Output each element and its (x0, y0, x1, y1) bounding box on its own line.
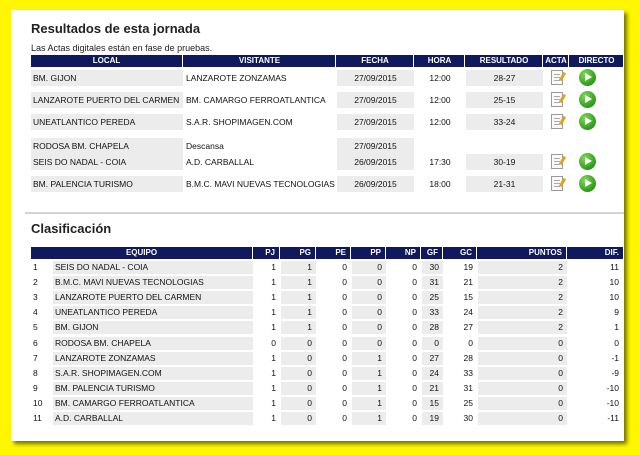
result-local: LANZAROTE PUERTO DEL CARMEN (31, 92, 183, 108)
standings-pp: 1 (352, 382, 386, 395)
acta-icon[interactable] (551, 92, 563, 107)
result-resultado: 21-31 (466, 176, 543, 192)
result-row (31, 89, 623, 111)
acta-icon[interactable] (551, 70, 563, 85)
standings-np: 0 (412, 337, 417, 348)
content-panel (11, 10, 624, 441)
standings-pp: 0 (352, 291, 386, 304)
standings-dif: 10 (609, 277, 619, 288)
standings-gc: 30 (463, 413, 473, 423)
standings-puntos: 2 (478, 261, 567, 274)
standings-gc: 27 (463, 322, 473, 333)
standings-pp: 0 (352, 306, 386, 319)
standings-pp: 0 (352, 261, 386, 274)
standings-puntos: 0 (478, 412, 567, 425)
standings-pg: 0 (281, 352, 316, 365)
results-header (31, 55, 623, 67)
header-gf: GF (422, 247, 443, 259)
standings-pg: 1 (281, 261, 316, 274)
standings-pos: 3 (33, 292, 38, 303)
standings-equipo: BM. CAMARGO FERROATLANTICA (53, 397, 253, 410)
standings-equipo: B.M.C. MAVI NUEVAS TECNOLOGIAS (53, 276, 253, 289)
play-icon[interactable] (579, 69, 596, 86)
standings-np: 0 (412, 397, 417, 408)
standings-equipo: BM. GIJON (53, 321, 253, 334)
standings-dif: -10 (606, 382, 619, 393)
standings-pp: 1 (352, 367, 386, 380)
standings-pe: 0 (342, 307, 347, 318)
standings-pos: 9 (33, 382, 38, 393)
header-dif: DIF. (604, 248, 619, 257)
standings-pp: 1 (352, 397, 386, 410)
result-hora: 12:00 (429, 117, 451, 127)
standings-pp: 1 (352, 412, 386, 425)
standings-pos: 4 (33, 307, 38, 318)
result-visitante: LANZAROTE ZONZAMAS (186, 73, 287, 83)
standings-pos: 10 (33, 397, 43, 408)
result-hora: 18:00 (429, 179, 451, 189)
standings-gf: 27 (422, 352, 443, 365)
standings-pg: 1 (281, 291, 316, 304)
standings-pos: 8 (33, 367, 38, 378)
result-fecha: 27/09/2015 (337, 92, 414, 108)
standings-gc: 31 (463, 382, 473, 393)
play-icon[interactable] (579, 153, 596, 170)
result-local: UNEATLANTICO PEREDA (31, 114, 183, 130)
standings-row (31, 396, 623, 411)
standings-equipo: UNEATLANTICO PEREDA (53, 306, 253, 319)
standings-puntos: 0 (478, 397, 567, 410)
standings-gf: 21 (422, 382, 443, 395)
standings-row (31, 381, 623, 396)
standings-np: 0 (412, 292, 417, 303)
play-icon[interactable] (579, 175, 596, 192)
header-puntos: PUNTOS (478, 247, 567, 259)
standings-puntos: 0 (478, 352, 567, 365)
result-row (31, 151, 623, 173)
standings-np: 0 (412, 382, 417, 393)
result-hora: 12:00 (429, 95, 451, 105)
standings-pj: 1 (271, 322, 276, 333)
play-icon[interactable] (579, 113, 596, 130)
header-fecha: FECHA (337, 55, 414, 67)
section-divider (25, 212, 624, 214)
standings-pj: 1 (271, 262, 276, 272)
standings-dif: -9 (611, 367, 619, 378)
standings-np: 0 (412, 322, 417, 333)
result-hora: 17:30 (429, 157, 451, 167)
results-note: Las Actas digitales están en fase de pruebas. (31, 43, 213, 53)
standings-pe: 0 (342, 262, 347, 272)
standings-row (31, 366, 623, 381)
standings-pj: 0 (271, 337, 276, 348)
standings-row (31, 260, 623, 275)
result-fecha: 27/09/2015 (337, 114, 414, 130)
standings-pj: 1 (271, 292, 276, 303)
standings-pg: 0 (281, 412, 316, 425)
standings-dif: -1 (611, 352, 619, 363)
result-row (31, 173, 623, 195)
standings-title: Clasificación (31, 221, 112, 236)
result-visitante: S.A.R. SHOPIMAGEN.COM (186, 117, 293, 127)
standings-pe: 0 (342, 352, 347, 363)
result-row (31, 67, 623, 89)
standings-pos: 1 (33, 262, 38, 272)
standings-pe: 0 (342, 397, 347, 408)
standings-puntos: 0 (478, 367, 567, 380)
standings-gc: 28 (463, 352, 473, 363)
standings-pe: 0 (342, 292, 347, 303)
standings-pg: 1 (281, 306, 316, 319)
standings-pg: 0 (281, 382, 316, 395)
header-pp: PP (352, 247, 386, 259)
standings-pg: 1 (281, 276, 316, 289)
play-icon[interactable] (579, 91, 596, 108)
header-equipo: EQUIPO (31, 247, 253, 259)
standings-np: 0 (412, 277, 417, 288)
standings-pj: 1 (271, 397, 276, 408)
standings-gf: 0 (422, 337, 443, 350)
standings-equipo: LANZAROTE PUERTO DEL CARMEN (53, 291, 253, 304)
result-row (31, 111, 623, 133)
standings-pg: 0 (281, 367, 316, 380)
standings-gc: 0 (468, 337, 473, 348)
standings-gf: 31 (422, 276, 443, 289)
standings-pe: 0 (342, 322, 347, 333)
standings-pp: 0 (352, 321, 386, 334)
header-pj: PJ (254, 247, 280, 259)
standings-pos: 7 (33, 352, 38, 363)
standings-equipo: LANZAROTE ZONZAMAS (53, 352, 253, 365)
standings-row (31, 275, 623, 290)
standings-dif: 10 (609, 292, 619, 303)
result-fecha: 26/09/2015 (337, 154, 414, 170)
standings-row (31, 336, 623, 351)
standings-np: 0 (412, 367, 417, 378)
standings-pg: 0 (281, 397, 316, 410)
standings-gc: 19 (463, 262, 473, 272)
result-fecha: 27/09/2015 (337, 138, 414, 154)
standings-pos: 6 (33, 337, 38, 348)
standings-pp: 0 (352, 276, 386, 289)
standings-pe: 0 (342, 382, 347, 393)
standings-pp: 1 (352, 352, 386, 365)
standings-pe: 0 (342, 277, 347, 288)
standings-row (31, 305, 623, 320)
standings-pj: 1 (271, 352, 276, 363)
header-pe: PE (317, 247, 351, 259)
header-local: LOCAL (31, 55, 183, 67)
standings-puntos: 2 (478, 276, 567, 289)
standings-puntos: 2 (478, 306, 567, 319)
standings-gc: 24 (463, 307, 473, 318)
standings-dif: 1 (614, 322, 619, 333)
result-fecha: 27/09/2015 (337, 70, 414, 86)
standings-pos: 2 (33, 277, 38, 288)
standings-np: 0 (412, 352, 417, 363)
standings-gf: 30 (422, 261, 443, 274)
standings-dif: 0 (614, 337, 619, 348)
standings-row (31, 320, 623, 335)
standings-np: 0 (412, 307, 417, 318)
standings-pj: 1 (271, 367, 276, 378)
header-visitante: VISITANTE (184, 55, 336, 67)
standings-pj: 1 (271, 307, 276, 318)
standings-dif: -10 (606, 397, 619, 408)
result-visitante: Descansa (186, 141, 224, 151)
acta-icon[interactable] (551, 114, 563, 129)
result-local: BM. PALENCIA TURISMO (31, 176, 183, 192)
standings-pj: 1 (271, 277, 276, 288)
result-visitante: B.M.C. MAVI NUEVAS TECNOLOGIAS (186, 179, 335, 189)
standings-equipo: BM. PALENCIA TURISMO (53, 382, 253, 395)
standings-pg: 0 (281, 337, 316, 350)
result-visitante: A.D. CARBALLAL (186, 157, 255, 167)
standings-np: 0 (412, 262, 417, 272)
standings-dif: -11 (607, 413, 619, 423)
standings-equipo: RODOSA BM. CHAPELA (53, 337, 253, 350)
results-title: Resultados de esta jornada (31, 21, 201, 36)
acta-icon[interactable] (551, 176, 563, 191)
standings-np: 0 (412, 413, 417, 423)
standings-pos: 5 (33, 322, 38, 333)
result-fecha: 26/09/2015 (337, 176, 414, 192)
header-directo: DIRECTO (578, 56, 615, 65)
standings-dif: 9 (614, 307, 619, 318)
standings-gc: 21 (463, 277, 473, 288)
standings-gf: 25 (422, 291, 443, 304)
standings-puntos: 2 (478, 321, 567, 334)
standings-row (31, 351, 623, 366)
header-resultado: RESULTADO (466, 55, 543, 67)
standings-pj: 1 (271, 413, 276, 423)
result-resultado: 33-24 (466, 114, 543, 130)
header-np: NP (387, 247, 421, 259)
result-resultado: 30-19 (466, 154, 543, 170)
result-resultado: 25-15 (466, 92, 543, 108)
standings-puntos: 0 (478, 382, 567, 395)
header-pg: PG (281, 247, 316, 259)
standings-pe: 0 (342, 367, 347, 378)
standings-pos: 11 (33, 413, 42, 423)
standings-header (31, 247, 623, 259)
standings-gc: 25 (463, 397, 473, 408)
standings-equipo: S.A.R. SHOPIMAGEN.COM (53, 367, 253, 380)
standings-pp: 0 (352, 337, 386, 350)
standings-pe: 0 (342, 413, 347, 423)
standings-equipo: SEIS DO NADAL - COIA (53, 261, 253, 274)
result-visitante: BM. CAMARGO FERROATLANTICA (186, 95, 326, 105)
standings-row (31, 411, 623, 426)
standings-pj: 1 (271, 382, 276, 393)
result-local: RODOSA BM. CHAPELA (31, 138, 183, 154)
header-hora: HORA (415, 55, 465, 67)
header-gc: GC (444, 247, 477, 259)
standings-puntos: 2 (478, 291, 567, 304)
standings-gf: 33 (422, 306, 443, 319)
standings-puntos: 0 (478, 337, 567, 350)
header-acta: ACTA (544, 55, 569, 67)
standings-pe: 0 (342, 337, 347, 348)
standings-gf: 24 (422, 367, 443, 380)
standings-gf: 28 (422, 321, 443, 334)
standings-gf: 19 (422, 412, 443, 425)
standings-row (31, 290, 623, 305)
standings-equipo: A.D. CARBALLAL (53, 412, 253, 425)
standings-pg: 1 (281, 321, 316, 334)
result-resultado: 28-27 (466, 70, 543, 86)
standings-dif: 11 (610, 262, 619, 272)
standings-gf: 15 (422, 397, 443, 410)
result-hora: 12:00 (429, 73, 451, 83)
standings-gc: 15 (463, 292, 473, 303)
standings-gc: 33 (463, 367, 473, 378)
acta-icon[interactable] (551, 154, 563, 169)
result-local: BM. GIJON (31, 70, 183, 86)
result-local: SEIS DO NADAL - COIA (31, 154, 183, 170)
